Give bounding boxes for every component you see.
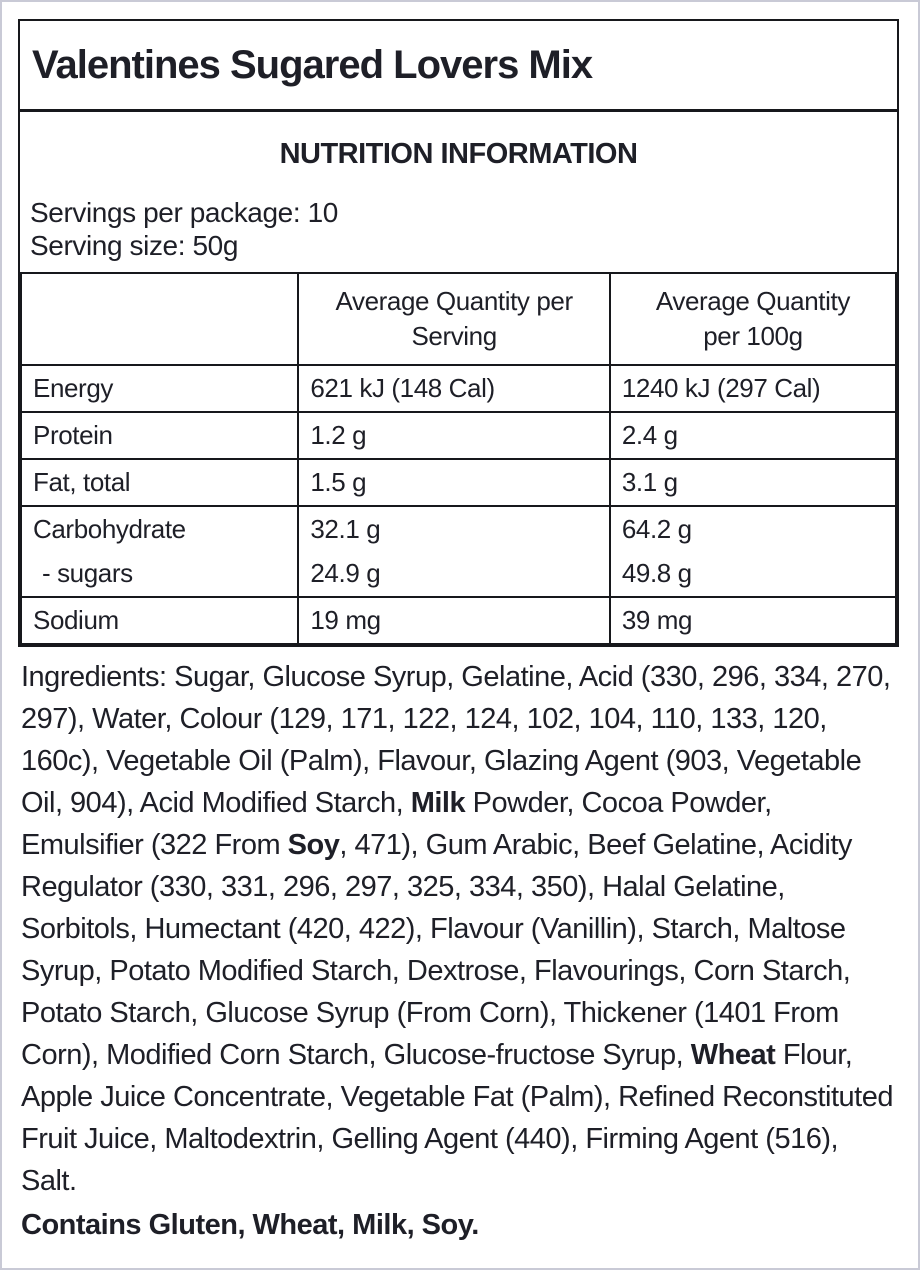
label-box bbox=[18, 19, 899, 647]
sugars-label: - sugars bbox=[42, 558, 133, 588]
allergen-contains-statement: Contains Gluten, Wheat, Milk, Soy. bbox=[21, 1209, 479, 1241]
value-per-serving bbox=[298, 506, 609, 597]
carbohydrate-per-serving: 32.1 g bbox=[310, 514, 381, 544]
nutrient-name: Sodium bbox=[21, 597, 298, 644]
servings-per-package: Servings per package: 10 bbox=[30, 197, 338, 228]
table-row-energy bbox=[21, 365, 896, 412]
value-per-100g: 1240 kJ (297 Cal) bbox=[610, 365, 896, 412]
allergen-bold-word: Soy bbox=[287, 829, 340, 861]
nutrient-name: Fat, total bbox=[21, 459, 298, 506]
carbohydrate-label: Carbohydrate bbox=[33, 514, 186, 544]
nutrition-information-heading: NUTRITION INFORMATION bbox=[279, 138, 638, 170]
allergen-bold-word: Milk bbox=[410, 787, 466, 819]
ingredients-segment: Powder, Cocoa Powder, Emulsifier (322 From bbox=[21, 787, 772, 861]
value-per-100g: 39 mg bbox=[610, 597, 896, 644]
table-row-protein bbox=[21, 412, 896, 459]
product-title: Valentines Sugared Lovers Mix bbox=[20, 21, 897, 112]
value-per-serving: 1.5 g bbox=[298, 459, 609, 506]
value-per-serving: 1.2 g bbox=[298, 412, 609, 459]
value-per-100g: 2.4 g bbox=[610, 412, 896, 459]
ingredients-segment: Ingredients: Sugar, Glucose Syrup, Gelatine, Acid (330, 296, 334, 270, 297), Water, Colour (129, 171, 122, 124, 102, 104, 110, 133, 120, 160c), Vegetable Oil (Palm), Flavour, Glazing Agent (903, Vegetable Oil, 904), Acid Modified Starch, bbox=[21, 661, 891, 819]
ingredients-segment: , 471), Gum Arabic, Beef Gelatine, Acidity Regulator (330, 331, 296, 297, 325, 334, 350), Halal Gelatine, Sorbitols, Humectant (420, 422), Flavour (Vanillin), Starch, Maltose Syrup, Potato Modified Starch, Dextrose, Flavourings, Corn Starch, Potato Starch, Glucose Syrup (From Corn), Thickener (1401 From Corn), Modified Corn Starch, Glucose-fructose Syrup, bbox=[21, 829, 852, 1071]
sugars-per-serving: 24.9 g bbox=[310, 558, 381, 588]
nutrient-name bbox=[21, 506, 298, 597]
value-per-100g bbox=[610, 506, 896, 597]
header-per-serving: Average Quantity per Serving bbox=[298, 273, 609, 365]
table-row-sodium bbox=[21, 597, 896, 644]
header-per-100g: Average Quantity per 100g bbox=[610, 273, 896, 365]
value-per-serving: 621 kJ (148 Cal) bbox=[298, 365, 609, 412]
carbohydrate-per-100g: 64.2 g bbox=[621, 514, 692, 544]
nutrient-name: Protein bbox=[21, 412, 298, 459]
table-header-row bbox=[21, 273, 896, 365]
table-row-carbohydrate-sugars bbox=[21, 506, 896, 597]
nutrient-name: Energy bbox=[21, 365, 298, 412]
table-row-fat bbox=[21, 459, 896, 506]
value-per-serving: 19 mg bbox=[298, 597, 609, 644]
nutrition-table bbox=[20, 272, 897, 645]
allergen-bold-word: Wheat bbox=[690, 1039, 776, 1071]
serving-info bbox=[20, 196, 897, 262]
nutrition-info-section bbox=[20, 112, 897, 272]
value-per-100g: 3.1 g bbox=[610, 459, 896, 506]
serving-size: Serving size: 50g bbox=[30, 230, 238, 261]
ingredients-segment: Flour, Apple Juice Concentrate, Vegetable Fat (Palm), Refined Reconstituted Fruit Juice, Maltodextrin, Gelling Agent (440), Firming Agent (516), Salt. bbox=[21, 1039, 893, 1197]
ingredients-text bbox=[18, 656, 899, 1202]
label-page bbox=[2, 2, 918, 1246]
sugars-per-100g: 49.8 g bbox=[621, 558, 692, 588]
header-nutrient-blank bbox=[21, 273, 298, 365]
